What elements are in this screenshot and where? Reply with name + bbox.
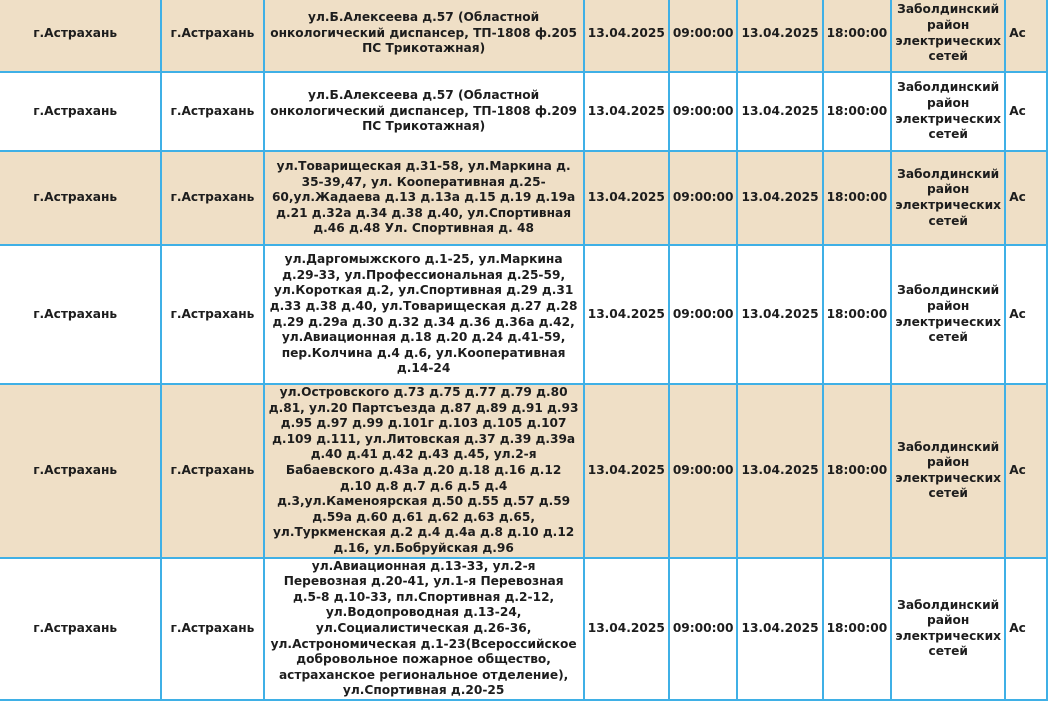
table-row: [0, 0, 1047, 72]
next-column-cell: Ас: [1005, 245, 1047, 384]
start-time-cell: 09:00:00: [669, 558, 738, 700]
start-date-cell: 13.04.2025: [584, 245, 669, 384]
start-date-cell: 13.04.2025: [584, 0, 669, 72]
end-time-cell: 18:00:00: [823, 558, 892, 700]
locality-cell: г.Астрахань: [161, 151, 263, 245]
end-date-cell: 13.04.2025: [737, 72, 822, 151]
start-time-cell: 09:00:00: [669, 72, 738, 151]
address-cell: ул.Товарищеская д.31-58, ул.Маркина д. 35-39,47, ул. Кооперативная д.25-60,ул.Жадаева д.13 д.13а д.15 д.19 д.19а д.21 д.32а д.34 д.38 д.40, ул.Спортивная д.46 д.48 Ул. Спортивная д. 48: [264, 151, 584, 245]
start-time-cell: 09:00:00: [669, 0, 738, 72]
city-cell: г.Астрахань: [0, 151, 161, 245]
end-date-cell: 13.04.2025: [737, 558, 822, 700]
end-time-cell: 18:00:00: [823, 72, 892, 151]
start-time-cell: 09:00:00: [669, 384, 738, 558]
address-cell: ул.Б.Алексеева д.57 (Областной онкологический диспансер, ТП-1808 ф.205 ПС Трикотажная): [264, 0, 584, 72]
next-column-cell: Ас: [1005, 151, 1047, 245]
next-column-cell: Ас: [1005, 72, 1047, 151]
address-cell: ул.Авиационная д.13-33, ул.2-я Перевозная д.20-41, ул.1-я Перевозная д.5-8 д.10-33, пл.Спортивная д.2-12, ул.Водопроводная д.13-24, ул.Социалистическая д.26-36, ул.Астрономическая д.1-23(Всероссийское добровольное пожарное общество, астраханское региональное отделение), ул.Спортивная д.20-25: [264, 558, 584, 700]
start-date-cell: 13.04.2025: [584, 72, 669, 151]
city-cell: г.Астрахань: [0, 72, 161, 151]
locality-cell: г.Астрахань: [161, 384, 263, 558]
end-date-cell: 13.04.2025: [737, 0, 822, 72]
table-row: [0, 384, 1047, 558]
district-cell: Заболдинский район электрических сетей: [891, 245, 1005, 384]
end-time-cell: 18:00:00: [823, 245, 892, 384]
locality-cell: г.Астрахань: [161, 245, 263, 384]
district-cell: Заболдинский район электрических сетей: [891, 0, 1005, 72]
district-cell: Заболдинский район электрических сетей: [891, 384, 1005, 558]
start-date-cell: 13.04.2025: [584, 558, 669, 700]
next-column-cell: Ас: [1005, 384, 1047, 558]
start-time-cell: 09:00:00: [669, 245, 738, 384]
next-column-cell: Ас: [1005, 0, 1047, 72]
table-row: [0, 151, 1047, 245]
city-cell: г.Астрахань: [0, 384, 161, 558]
table-row: [0, 245, 1047, 384]
start-time-cell: 09:00:00: [669, 151, 738, 245]
end-time-cell: 18:00:00: [823, 384, 892, 558]
end-date-cell: 13.04.2025: [737, 384, 822, 558]
start-date-cell: 13.04.2025: [584, 151, 669, 245]
locality-cell: г.Астрахань: [161, 0, 263, 72]
locality-cell: г.Астрахань: [161, 72, 263, 151]
city-cell: г.Астрахань: [0, 0, 161, 72]
table-row: [0, 558, 1047, 700]
address-cell: ул.Даргомыжского д.1-25, ул.Маркина д.29-33, ул.Профессиональная д.25-59, ул.Короткая д.2, ул.Спортивная д.29 д.31 д.33 д.38 д.40, ул.Товарищеская д.27 д.28 д.29 д.29а д.30 д.32 д.34 д.36 д.36а д.42, ул.Авиационная д.18 д.20 д.24 д.41-59, пер.Колчина д.4 д.6, ул.Кооперативная д.14-24: [264, 245, 584, 384]
district-cell: Заболдинский район электрических сетей: [891, 558, 1005, 700]
locality-cell: г.Астрахань: [161, 558, 263, 700]
start-date-cell: 13.04.2025: [584, 384, 669, 558]
district-cell: Заболдинский район электрических сетей: [891, 151, 1005, 245]
city-cell: г.Астрахань: [0, 558, 161, 700]
next-column-cell: Ас: [1005, 558, 1047, 700]
district-cell: Заболдинский район электрических сетей: [891, 72, 1005, 151]
end-time-cell: 18:00:00: [823, 151, 892, 245]
address-cell: ул.Б.Алексеева д.57 (Областной онкологический диспансер, ТП-1808 ф.209 ПС Трикотажная): [264, 72, 584, 151]
city-cell: г.Астрахань: [0, 245, 161, 384]
address-cell: ул.Островского д.73 д.75 д.77 д.79 д.80 д.81, ул.20 Партсъезда д.87 д.89 д.91 д.93 д.95 д.97 д.99 д.101г д.103 д.105 д.107 д.109 д.111, ул.Литовская д.37 д.39 д.39а д.40 д.41 д.42 д.43 д.45, ул.2-я Бабаевского д.43а д.20 д.18 д.16 д.12 д.10 д.8 д.7 д.6 д.5 д.4 д.3,ул.Каменоярская д.50 д.55 д.57 д.59 д.59а д.60 д.61 д.62 д.63 д.65, ул.Туркменская д.2 д.4 д.4а д.8 д.10 д.12 д.16, ул.Бобруйская д.96: [264, 384, 584, 558]
end-time-cell: 18:00:00: [823, 0, 892, 72]
table-row: [0, 72, 1047, 151]
end-date-cell: 13.04.2025: [737, 245, 822, 384]
end-date-cell: 13.04.2025: [737, 151, 822, 245]
